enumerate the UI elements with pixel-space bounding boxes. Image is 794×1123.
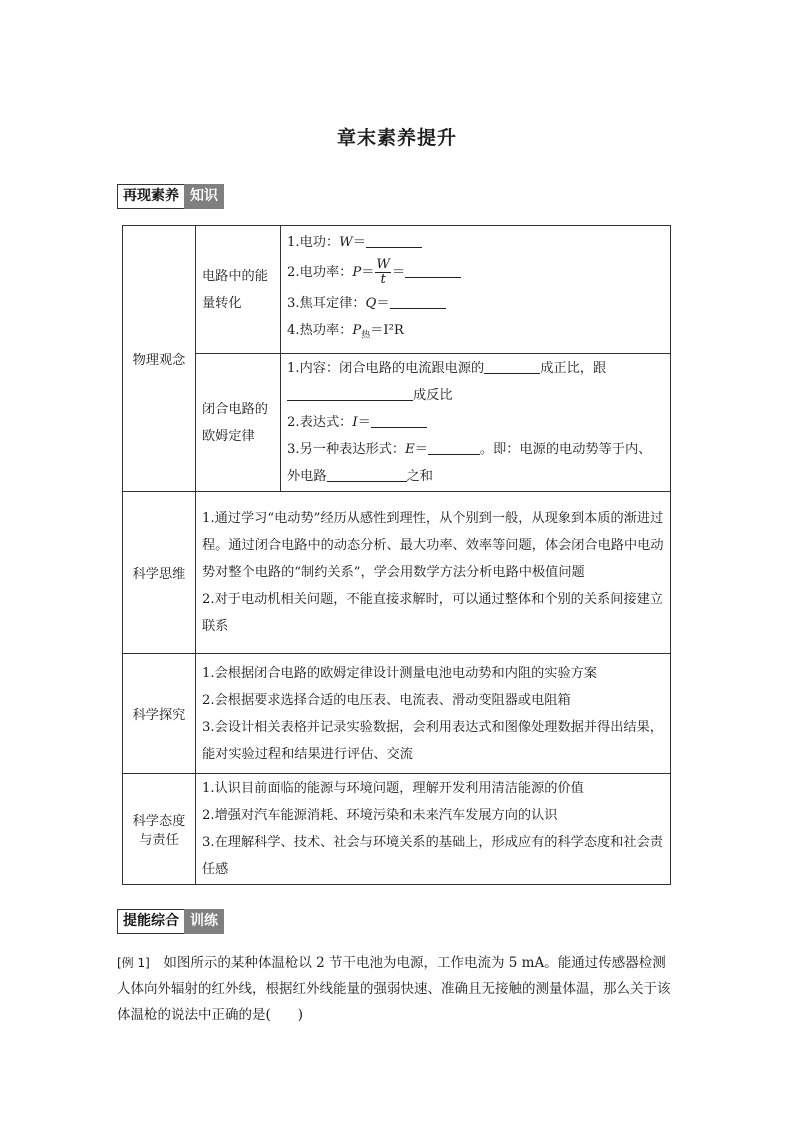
energy-line-1: 1.电功：W＝ — [287, 229, 664, 256]
inquiry-content — [196, 654, 671, 774]
ohm-line-3: 3.另一种表达形式：E＝ 。即：电源的电动势等于内、外电路 之和 — [287, 442, 652, 484]
category-scientific-inquiry: 科学探究 — [123, 654, 196, 774]
example-text: 如图所示的某种体温枪以 2 节干电池为电源，工作电流为 5 mA。能通过传感器检测人体向外辐射的红外线，根据红外线能量的强弱快速、准确且无接触的测量体温，那么关于该体温枪的说法中正确的是( ) — [117, 955, 671, 1023]
attitude-content — [196, 774, 671, 885]
section-label-tag: 训练 — [184, 909, 224, 934]
energy-line-4: 4.热功率：$P_热=I^2R$ — [287, 323, 404, 341]
inquiry-point-2: 2.会根据要求选择合适的电压表、电流表、滑动变阻器或电阻箱 — [202, 692, 571, 708]
fill-blank — [428, 440, 480, 455]
fraction: $\frac{W}{t}$ — [376, 257, 390, 288]
fill-blank — [327, 467, 407, 482]
ohm-line-2: 2.表达式：I＝ — [287, 409, 664, 436]
fill-blank — [371, 413, 427, 428]
page-title: 章末素养提升 — [336, 127, 457, 149]
ohm-line-1b: 成反比 — [287, 382, 664, 409]
thinking-point-2: 2.对于电动机相关问题，不能直接求解时，可以通过整体和个别的关系间接建立联系 — [202, 592, 663, 634]
fill-blank — [366, 233, 422, 248]
subtitle-energy: 电路中的能量转化 — [196, 226, 281, 354]
inquiry-point-3: 3.会设计相关表格并记录实验数据，会利用表达式和图像处理数据并得出结果，能对实验过程和结果进行评估、交流 — [202, 719, 663, 762]
category-physics-concept: 物理观念 — [123, 226, 196, 492]
example-question — [117, 950, 679, 1028]
section-header-training — [117, 909, 224, 934]
section-label-main: 提能综合 — [117, 909, 184, 934]
energy-line-2: 2.电功率：P＝ $\frac{W}{t}$ ＝ — [287, 256, 664, 290]
section-label-tag: 知识 — [184, 184, 224, 209]
thinking-point-1: 1.通过学习“电动势”经历从感性到理性，从个别到一般，从现象到本质的渐进过程。通过闭合电路中的动态分析、最大功率、效率等问题，体会闭合电路中电动势对整个电路的“制约关系”，学会用数学方法分析电路中极值问题 — [202, 511, 664, 580]
fill-blank — [390, 294, 446, 309]
fill-blank — [484, 359, 540, 374]
example-tag: [例 1] — [117, 956, 150, 970]
energy-content — [281, 226, 671, 354]
category-attitude-responsibility: 科学态度与责任 — [123, 774, 196, 885]
attitude-point-2: 2.增强对汽车能源消耗、环境污染和未来汽车发展方向的认识 — [202, 808, 558, 823]
attitude-point-1: 1.认识目前面临的能源与环境问题，理解开发利用清洁能源的价值 — [202, 781, 584, 796]
attitude-point-3: 3.在理解科学、技术、社会与环境关系的基础上，形成应有的科学态度和社会责任感 — [202, 835, 663, 877]
energy-line-3: 3.焦耳定律：Q＝ — [287, 290, 664, 317]
category-scientific-thinking: 科学思维 — [123, 492, 196, 654]
section-header-knowledge — [117, 184, 224, 209]
subtitle-ohm: 闭合电路的欧姆定律 — [196, 354, 281, 492]
knowledge-table — [122, 225, 671, 885]
ohm-content — [281, 354, 671, 492]
fill-blank — [405, 263, 461, 278]
ohm-line-1: 1.内容：闭合电路的电流跟电源的 成正比，跟 — [287, 361, 607, 376]
fill-blank — [287, 386, 413, 401]
section-label-main: 再现素养 — [117, 184, 184, 209]
thinking-content — [196, 492, 671, 654]
inquiry-point-1: 1.会根据闭合电路的欧姆定律设计测量电池电动势和内阻的实验方案 — [202, 665, 598, 681]
